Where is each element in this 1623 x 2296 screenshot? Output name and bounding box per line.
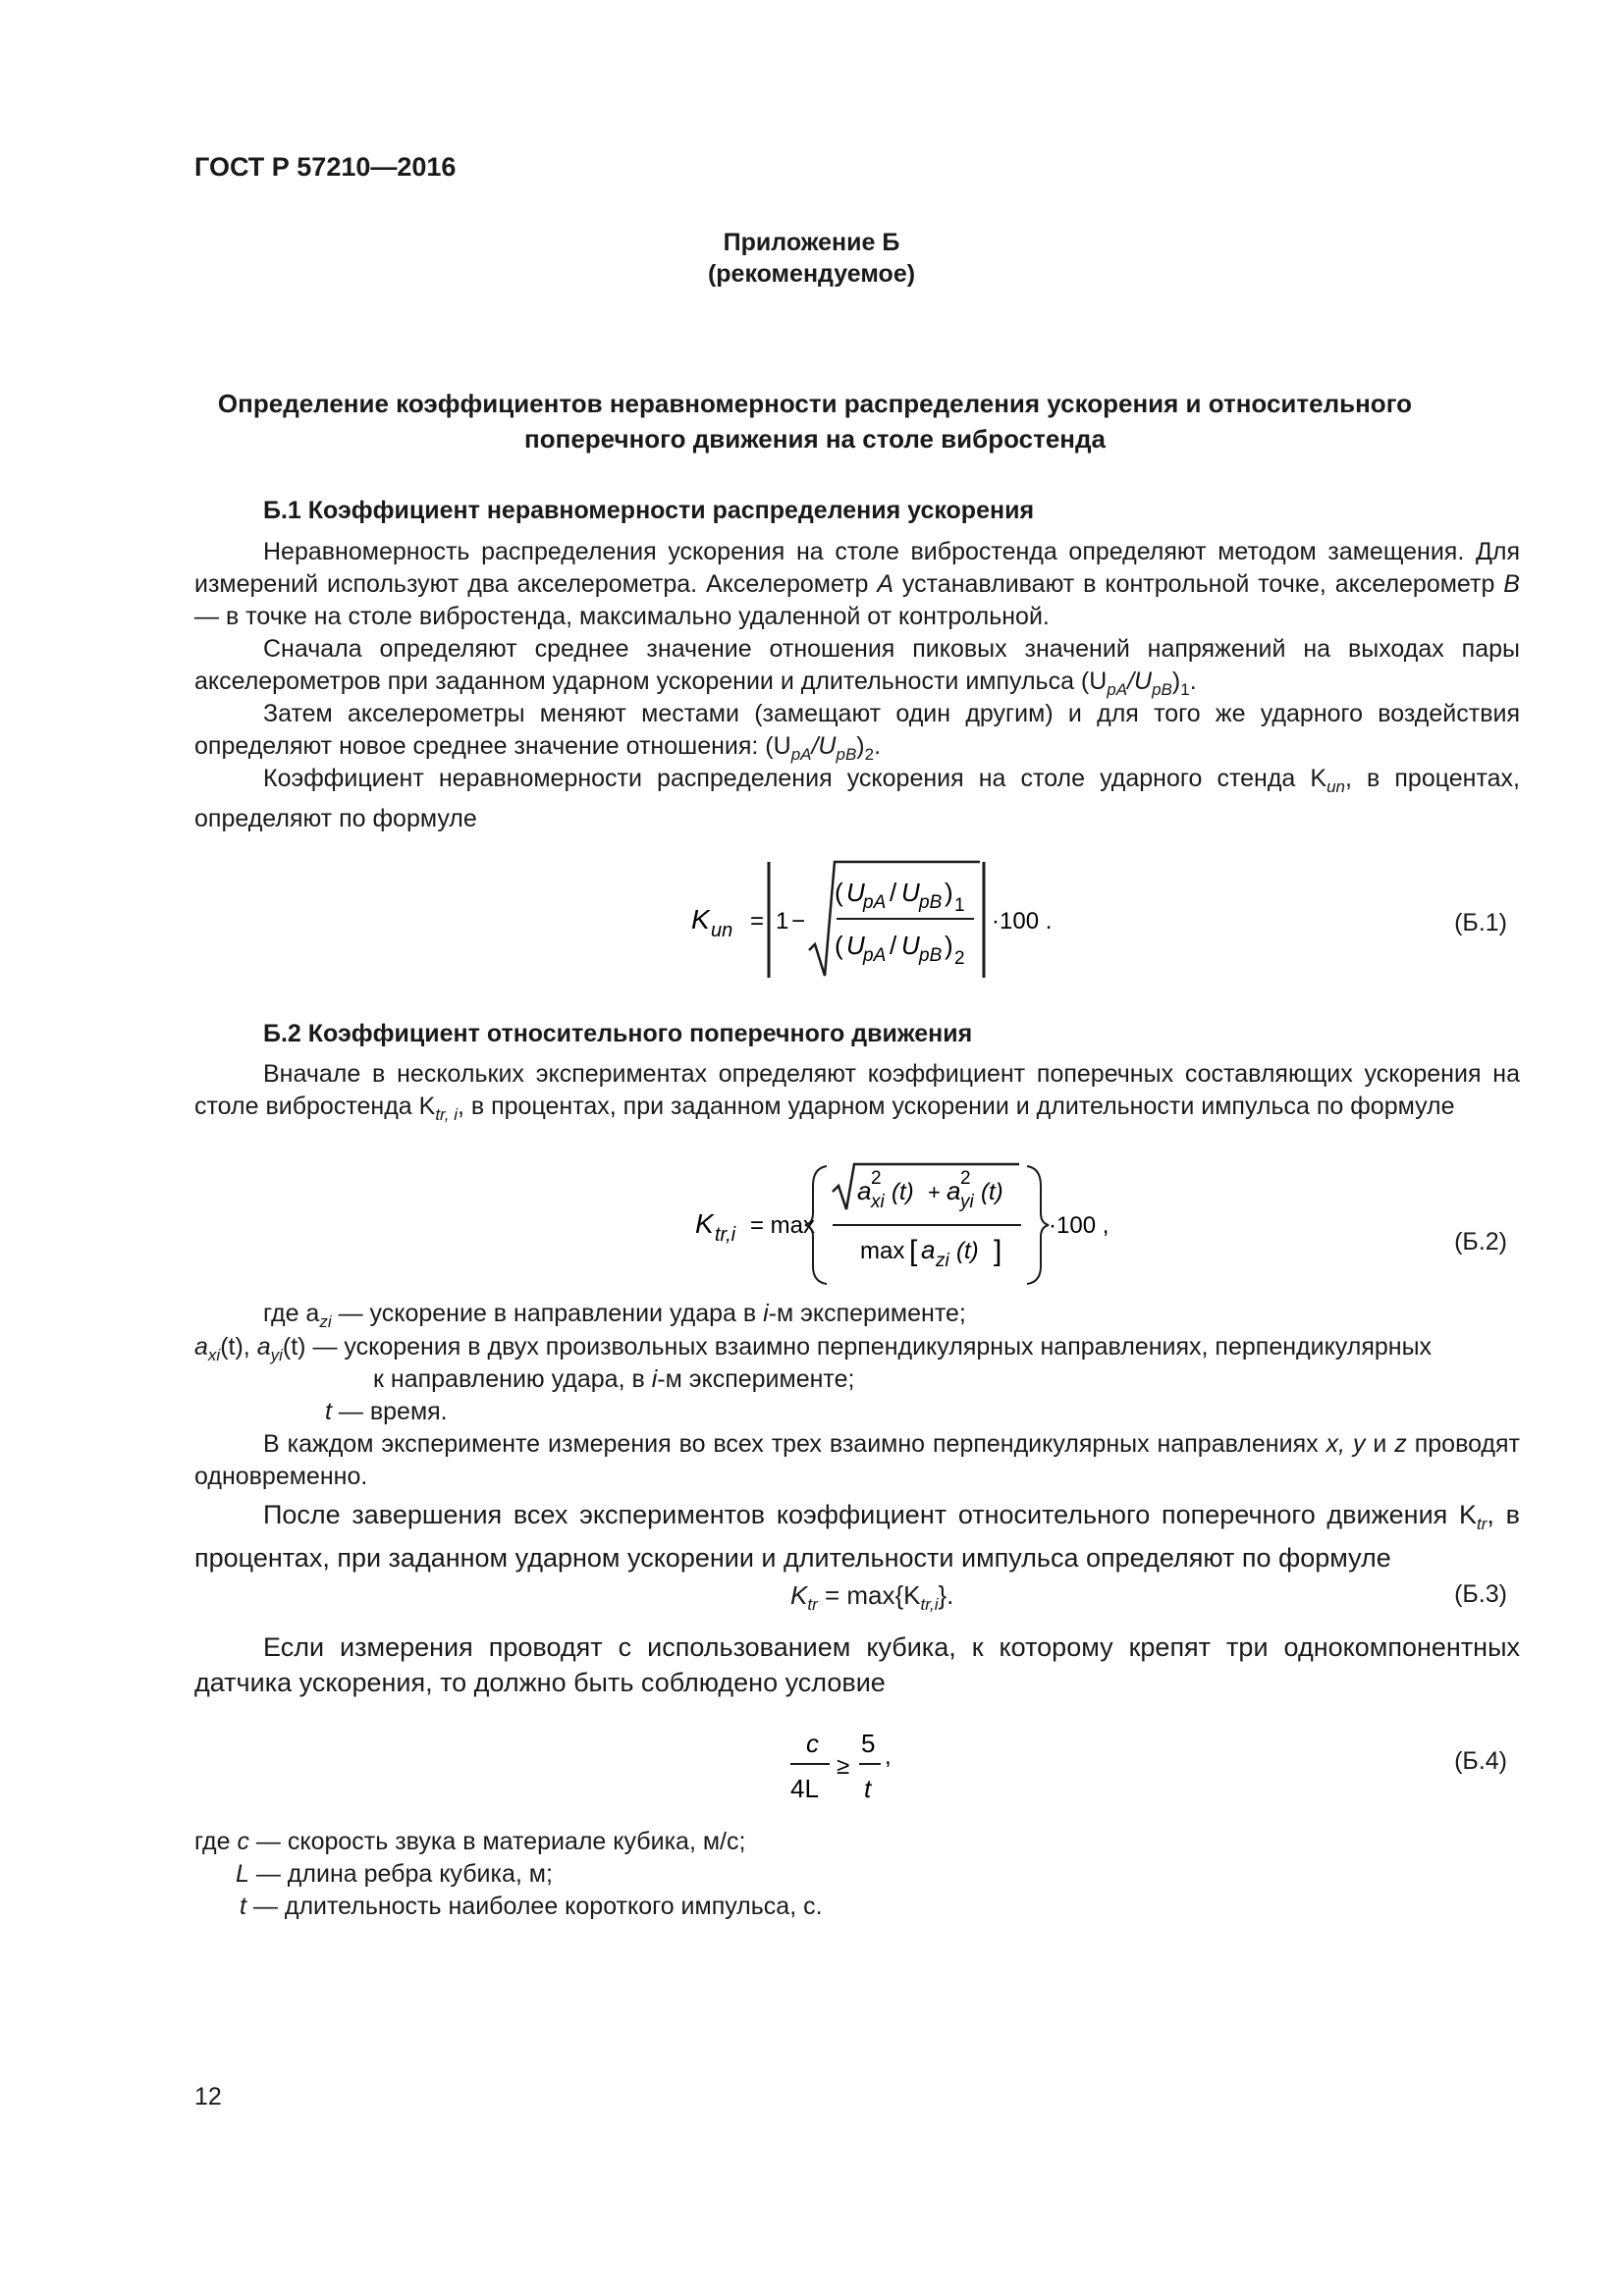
eq2-tail: ·100 ,	[1049, 1212, 1109, 1239]
eq2-ay-sub: yi	[960, 1192, 974, 1212]
eq2-eq: = max	[750, 1212, 816, 1239]
eq1-den-pB: pB	[919, 945, 943, 966]
document-header: ГОСТ Р 57210—2016	[194, 152, 457, 182]
eq3-rhs: = max{K	[824, 1580, 921, 1610]
b4-where-3	[240, 1891, 823, 1923]
page-number: 12	[194, 2083, 222, 2110]
b2-p2-z: z	[1394, 1430, 1407, 1458]
eq3-lhs: K	[790, 1580, 808, 1610]
eq1-num-slash: /	[890, 878, 897, 907]
main-title-line1: Определение коэффициентов неравномерности распределения ускорения и относительного	[217, 389, 1413, 418]
b1-p4-s: un	[1326, 777, 1345, 796]
eq2-az-sub: zi	[936, 1251, 949, 1271]
eq1-number: (Б.1)	[1454, 909, 1507, 936]
eq1-num-idx: 1	[954, 895, 965, 916]
b1-p3-idx: 2	[864, 745, 875, 764]
b2-w3-text: — время.	[338, 1398, 448, 1425]
eq1-lhs: K	[691, 904, 710, 934]
b1-p3-mid: /U	[811, 732, 837, 760]
eq2-ax: a	[857, 1176, 872, 1205]
main-title-line2: поперечного движения на столе вибростенда	[524, 424, 1106, 454]
b4-w3-text: — длительность наиболее короткого импульса, с.	[252, 1893, 823, 1920]
b2-w2-t1: (t),	[220, 1333, 250, 1361]
b1-p1-mid: устанавливают в контрольной точке, акселерометр	[901, 570, 1495, 598]
b4-w3-t: t	[240, 1893, 246, 1920]
section-b1-heading: Б.1 Коэффициент неравномерности распределения ускорения	[263, 497, 1035, 524]
eq1-num-paren-open: (	[835, 878, 843, 907]
eq1-den-paren-open: (	[835, 931, 843, 960]
eq2-t3: (t)	[956, 1238, 979, 1264]
appendix-title: Приложение Б	[723, 229, 900, 256]
eq1-minus: −	[791, 908, 806, 934]
b2-w1-text: — ускорение в направлении удара в	[338, 1300, 757, 1327]
b1-p1-end: — в точке на столе вибростенда, максимально удаленной от контрольной.	[194, 603, 1050, 630]
eq1-den-idx: 2	[954, 948, 965, 969]
eq1-one: 1	[776, 908, 789, 934]
b2-w1-pre: где a	[263, 1300, 320, 1327]
b2-p2-end: проводят одновременно.	[194, 1430, 1520, 1490]
b2-p2-y: y	[1352, 1430, 1366, 1458]
b2-w2-a2: a	[256, 1333, 271, 1361]
section-b2-heading: Б.2 Коэффициент относительного поперечного движения	[263, 1020, 973, 1047]
b2-p2-text: В каждом эксперименте измерения во всех трех взаимно перпендикулярных направлениях	[263, 1430, 1319, 1458]
b2-p3-text: После завершения всех экспериментов коэффициент относительного поперечного движения K	[263, 1500, 1478, 1529]
eq1-lhs-sub: un	[711, 920, 733, 941]
b4-w1-pre: где	[194, 1828, 231, 1855]
eq4-t: t	[864, 1774, 872, 1803]
eq1-den-U1: U	[846, 931, 865, 960]
b1-paragraph-4	[194, 763, 1520, 835]
b1-p2-mid: /U	[1127, 667, 1153, 695]
eq2-den-max: max	[860, 1238, 905, 1264]
b2-paragraph-2	[194, 1428, 1520, 1493]
eq2-brace-right	[1027, 1166, 1049, 1284]
b1-p2-idx: 1	[1180, 680, 1190, 699]
eq2-lhs: K	[695, 1208, 714, 1239]
b1-p2-text: Сначала определяют среднее значение отношения пиковых значений напряжений на выходах пары акселерометров при заданном ударном ускорении и длительности импульса (U	[194, 635, 1520, 695]
b2-w2-s2: yi	[270, 1346, 283, 1364]
eq4-comma: ,	[885, 1743, 892, 1770]
b1-p3-text: Затем акселерометры меняют местами (замещают один другим) и для того же ударного воздействия определяют новое среднее значение отношения: (U	[194, 700, 1520, 760]
b2-p1-s: tr, i	[435, 1105, 458, 1124]
eq4-c: c	[806, 1729, 819, 1758]
eq2-ax-sub: xi	[871, 1192, 885, 1212]
eq4-geq: ≥	[837, 1753, 850, 1780]
eq2-t2: (t)	[981, 1179, 1003, 1205]
eq2-lhs-sub: tr,i	[715, 1224, 736, 1246]
b2-w3-t: t	[325, 1398, 332, 1425]
eq3-rhs-end: }.	[938, 1580, 954, 1610]
b1-p4-end: , в процентах, определяют по формуле	[194, 765, 1520, 832]
b2-w2-text: — ускорения в двух произвольных взаимно перпендикулярных направлениях, перпендикулярных	[312, 1333, 1433, 1361]
b2-w2-end: -м эксперименте;	[657, 1365, 855, 1393]
equation-b3	[790, 1580, 953, 1615]
b1-paragraph-2	[194, 633, 1520, 706]
eq1-num-pA: pA	[863, 892, 887, 913]
b2-w2-s1: xi	[207, 1346, 221, 1364]
eq4-five: 5	[861, 1729, 876, 1758]
b2-w2-i: i	[651, 1365, 658, 1393]
b1-paragraph-3	[194, 698, 1520, 771]
b2-w1-sub: zi	[319, 1312, 332, 1331]
b1-p2-dot: .	[1189, 667, 1197, 695]
eq1-num-U1: U	[846, 878, 865, 907]
equation-b1	[668, 852, 1080, 989]
b2-paragraph-4: Если измерения проводят с использованием кубика, к которому крепят три однокомпонентных датчика ускорения, то должно быть соблюдено условие	[194, 1632, 1520, 1697]
eq1-num-paren-close: )	[945, 878, 953, 907]
b2-p2-and: и	[1373, 1430, 1387, 1458]
b1-p3-s2: pB	[836, 745, 857, 764]
b2-where-2-line2	[373, 1363, 854, 1396]
b2-w1-end: -м эксперименте;	[768, 1300, 966, 1327]
b1-p2-s1: pA	[1107, 680, 1128, 699]
eq1-num-pB: pB	[919, 892, 943, 913]
b1-p2-s2: pB	[1152, 680, 1172, 699]
eq1-den-slash: /	[890, 931, 897, 960]
b2-p1-end: , в процентах, при заданном ударном ускорении и длительности импульса по формуле	[458, 1093, 1455, 1120]
b1-p3-s1: pA	[790, 745, 812, 764]
b1-p1-text: Неравномерность распределения ускорения на столе вибростенда определяют методом замещения. Для измерений используют два акселерометра. Акселерометр	[194, 538, 1520, 598]
b2-w2-line2: к направлению удара, в	[373, 1365, 645, 1393]
b4-where-1	[194, 1826, 745, 1858]
eq2-plus: +	[928, 1180, 941, 1204]
b2-p3-end: , в процентах, при заданном ударном ускорении и длительности импульса определяют по формуле	[194, 1500, 1520, 1573]
eq2-den-bracket-open: [	[909, 1235, 918, 1267]
b2-paragraph-1	[194, 1058, 1520, 1131]
b1-p1-B: B	[1503, 570, 1520, 598]
eq1-den-paren-close: )	[945, 931, 953, 960]
eq2-az: a	[921, 1235, 936, 1264]
main-title	[177, 386, 1453, 456]
eq2-ay-sup: 2	[960, 1168, 971, 1189]
b2-w2-a1: a	[194, 1333, 208, 1361]
b2-p3-s: tr	[1477, 1515, 1488, 1533]
b1-p3-end: )	[856, 732, 865, 760]
b2-where-3	[325, 1396, 448, 1428]
eq3-number: (Б.3)	[1454, 1580, 1507, 1608]
eq4-number: (Б.4)	[1454, 1747, 1507, 1775]
eq1-eq: =	[750, 908, 765, 934]
eq1-tail: ·100 .	[992, 908, 1053, 934]
b2-paragraph-3	[194, 1498, 1520, 1575]
eq2-den-bracket-close: ]	[994, 1235, 1002, 1267]
appendix-note: (рекомендуемое)	[707, 260, 916, 288]
b1-paragraph-1	[194, 536, 1520, 633]
b2-w2-t2: (t)	[282, 1333, 306, 1361]
eq1-num-U2: U	[901, 878, 920, 907]
eq2-ax-sup: 2	[871, 1168, 882, 1189]
b4-w1-text: — скорость звука в материале кубика, м/с;	[255, 1828, 746, 1855]
b2-p1-text: Вначале в нескольких экспериментах определяют коэффициент поперечных составляющих ускорения на столе вибростенда K	[194, 1060, 1520, 1120]
b1-p1-A: A	[877, 570, 893, 598]
equation-b2	[677, 1156, 1129, 1294]
eq1-den-pA: pA	[863, 945, 887, 966]
b4-w2-text: — длина ребра кубика, м;	[255, 1860, 553, 1888]
b4-w1-c: c	[237, 1828, 249, 1855]
b2-w1-i: i	[763, 1300, 769, 1327]
b4-where-2	[236, 1858, 553, 1891]
b1-p4-text: Коэффициент неравномерности распределения ускорения на столе ударного стенда K	[263, 765, 1327, 792]
eq3-lhs-sub: tr	[807, 1595, 818, 1614]
b4-w2-L: L	[236, 1860, 249, 1888]
equation-b4	[781, 1723, 918, 1811]
eq2-number: (Б.2)	[1454, 1228, 1507, 1255]
eq3-rhs-sub: tr,i	[920, 1595, 939, 1614]
eq2-t1: (t)	[892, 1179, 914, 1205]
b1-p3-dot: .	[874, 732, 882, 760]
b2-p2-x: x,	[1325, 1430, 1345, 1458]
eq4-fourL: 4L	[790, 1774, 819, 1803]
b1-p2-end: )	[1171, 667, 1181, 695]
eq2-ay: a	[947, 1176, 961, 1205]
eq1-den-U2: U	[901, 931, 920, 960]
